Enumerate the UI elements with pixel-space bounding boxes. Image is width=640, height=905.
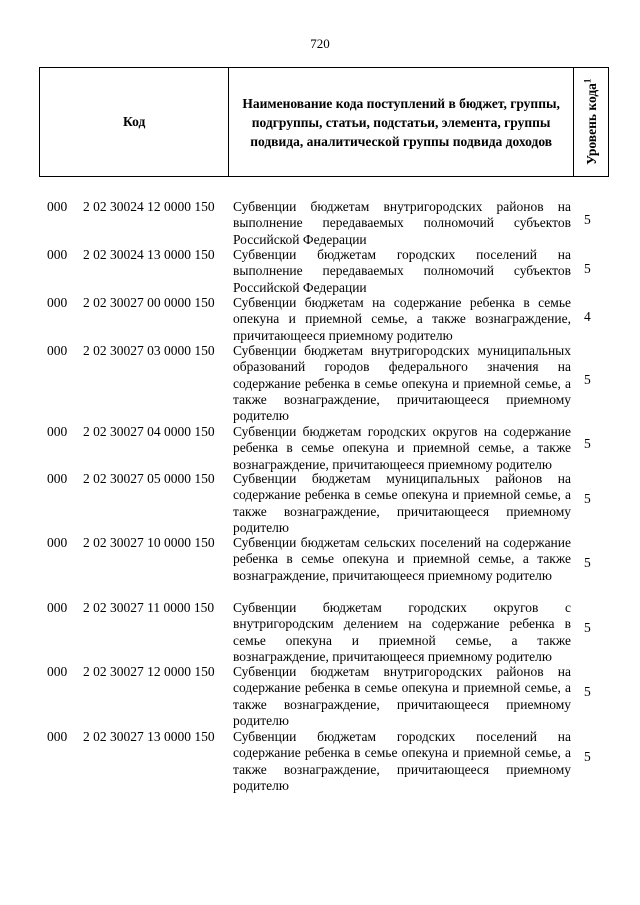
row-code: 2 02 30027 13 0000 150 <box>83 729 215 744</box>
row-name: Субвенции бюджетам на содержание ребенка в семье опекуна и приемной семье, а также вознаграждение, причитающееся приемному родителю <box>233 295 571 343</box>
row-level: 5 <box>584 555 591 570</box>
row-name: Субвенции бюджетам внутригородских муниципальных образований городов федерального значения на содержание ребенка в семье опекуна и приемной семье, а также вознаграждение, причитающееся приемному родителю <box>233 343 571 424</box>
row-admin-code: 000 <box>47 471 68 486</box>
header-level-footnote: 1 <box>582 78 593 84</box>
row-code: 2 02 30027 12 0000 150 <box>83 664 215 679</box>
row-admin-code: 000 <box>47 535 68 550</box>
row-admin-code: 000 <box>47 729 68 744</box>
row-code: 2 02 30027 11 0000 150 <box>83 600 215 615</box>
row-code: 2 02 30027 04 0000 150 <box>83 424 215 439</box>
row-admin-code: 000 <box>47 343 68 358</box>
row-code: 2 02 30024 12 0000 150 <box>83 199 215 214</box>
row-level: 5 <box>584 261 591 276</box>
table-header <box>39 67 609 177</box>
row-name: Субвенции бюджетам внутригородских районов на выполнение передаваемых полномочий субъектов Российской Федерации <box>233 199 571 247</box>
row-code: 2 02 30027 05 0000 150 <box>83 471 215 486</box>
row-name: Субвенции бюджетам сельских поселений на содержание ребенка в семье опекуна и приемной семье, а также вознаграждение, причитающееся приемному родителю <box>233 535 571 583</box>
row-code: 2 02 30027 10 0000 150 <box>83 535 215 550</box>
header-level-text: Уровень кода <box>583 83 599 166</box>
row-name: Субвенции бюджетам городских поселений на содержание ребенка в семье опекуна и приемной семье, а также вознаграждение, причитающееся приемному родителю <box>233 729 571 793</box>
row-level: 4 <box>584 309 591 324</box>
header-level-label <box>582 79 600 165</box>
row-level: 5 <box>584 372 591 387</box>
row-admin-code: 000 <box>47 664 68 679</box>
row-name: Субвенции бюджетам муниципальных районов на содержание ребенка в семье опекуна и приемной семье, а также вознаграждение, причитающееся приемному родителю <box>233 471 571 535</box>
row-name: Субвенции бюджетам городских поселений на выполнение передаваемых полномочий субъектов Российской Федерации <box>233 247 571 295</box>
row-name: Субвенции бюджетам городских округов на содержание ребенка в семье опекуна и приемной семье, а также вознаграждение, причитающееся приемному родителю <box>233 424 571 472</box>
header-level <box>574 68 608 176</box>
row-level: 5 <box>584 749 591 764</box>
row-level: 5 <box>584 684 591 699</box>
row-level: 5 <box>584 436 591 451</box>
header-name: Наименование кода поступлений в бюджет, группы, подгруппы, статьи, подстатьи, элемента, группы подвида, аналитической группы подвида доходов <box>229 68 574 176</box>
header-code: Код <box>40 68 229 176</box>
row-code: 2 02 30027 03 0000 150 <box>83 343 215 358</box>
row-level: 5 <box>584 212 591 227</box>
row-code: 2 02 30024 13 0000 150 <box>83 247 215 262</box>
row-name: Субвенции бюджетам внутригородских районов на содержание ребенка в семье опекуна и приемной семье, а также вознаграждение, причитающееся приемному родителю <box>233 664 571 728</box>
row-level: 5 <box>584 620 591 635</box>
row-level: 5 <box>584 491 591 506</box>
row-admin-code: 000 <box>47 295 68 310</box>
row-admin-code: 000 <box>47 600 68 615</box>
row-name: Субвенции бюджетам городских округов с внутригородским делением на содержание ребенка в семье опекуна и приемной семье, а также вознаграждение, причитающееся приемному родителю <box>233 600 571 664</box>
page-number: 720 <box>310 36 330 51</box>
row-admin-code: 000 <box>47 424 68 439</box>
row-admin-code: 000 <box>47 199 68 214</box>
row-admin-code: 000 <box>47 247 68 262</box>
row-code: 2 02 30027 00 0000 150 <box>83 295 215 310</box>
